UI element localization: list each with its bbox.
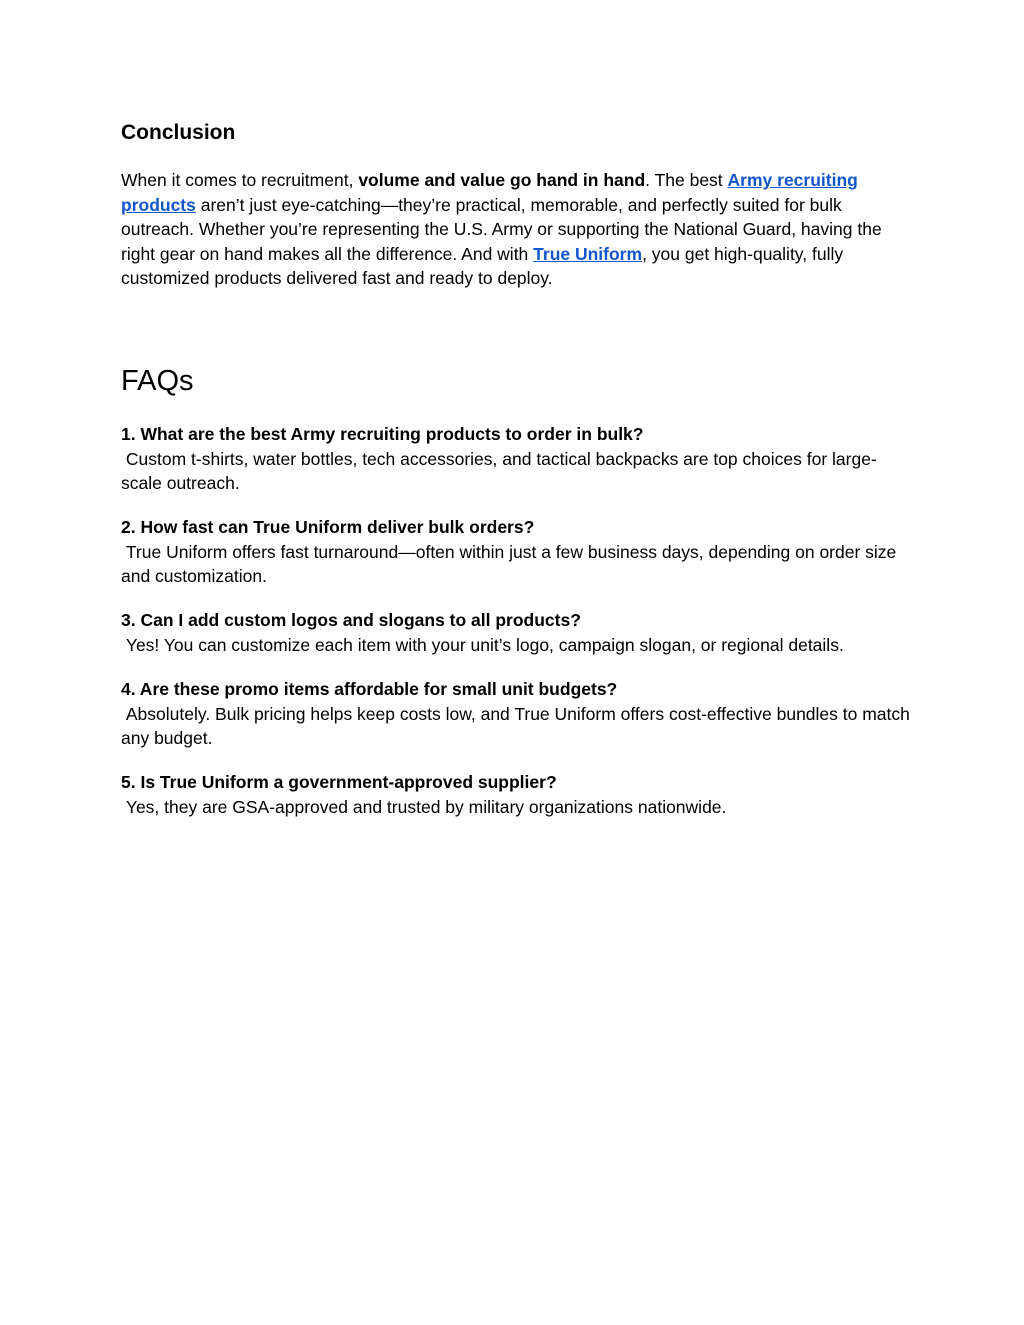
conclusion-text-4: , you get high-quality, fully customized products delivered fast and ready to deploy. bbox=[121, 243, 844, 288]
conclusion-text-3: aren’t just eye-catching—they’re practical, memorable, and perfectly suited for bulk outreach. Whether you’re representing the U.S. Army or supporting the National Guard, having the right gear on hand makes all the difference. And with bbox=[121, 194, 882, 264]
conclusion-text-1: When it comes to recruitment, bbox=[121, 170, 359, 190]
conclusion-bold-phrase: volume and value go hand in hand bbox=[358, 170, 646, 190]
conclusion-text-2: . The best bbox=[645, 170, 728, 190]
faq-item-1 bbox=[121, 422, 911, 496]
faq-question-3: 3. Can I add custom logos and slogans to all products? bbox=[121, 610, 581, 630]
faq-answer-4: Absolutely. Bulk pricing helps keep costs low, and True Uniform offers cost-effective bundles to match any budget. bbox=[121, 703, 915, 748]
conclusion-heading: Conclusion bbox=[121, 121, 236, 144]
faq-answer-3: Yes! You can customize each item with your unit’s logo, campaign slogan, or regional details. bbox=[121, 634, 844, 655]
faq-item-5 bbox=[121, 770, 911, 819]
faq-item-3 bbox=[121, 608, 911, 657]
faq-answer-2: True Uniform offers fast turnaround—often within just a few business days, depending on order size and customization. bbox=[121, 541, 902, 586]
army-recruiting-products-link[interactable]: Army recruiting products bbox=[121, 170, 858, 215]
faq-question-5: 5. Is True Uniform a government-approved supplier? bbox=[121, 772, 557, 792]
faqs-heading: FAQs bbox=[121, 365, 194, 397]
faq-item-2 bbox=[121, 515, 911, 589]
faq-answer-5: Yes, they are GSA-approved and trusted by military organizations nationwide. bbox=[121, 796, 727, 817]
faq-question-1: 1. What are the best Army recruiting products to order in bulk? bbox=[121, 424, 644, 444]
faq-item-4 bbox=[121, 677, 915, 751]
faq-question-2: 2. How fast can True Uniform deliver bulk orders? bbox=[121, 517, 535, 537]
faq-question-4: 4. Are these promo items affordable for small unit budgets? bbox=[121, 679, 618, 699]
conclusion-paragraph bbox=[121, 168, 911, 291]
faq-answer-1: Custom t-shirts, water bottles, tech accessories, and tactical backpacks are top choices for large-scale outreach. bbox=[121, 448, 877, 493]
true-uniform-link[interactable]: True Uniform bbox=[533, 243, 643, 264]
